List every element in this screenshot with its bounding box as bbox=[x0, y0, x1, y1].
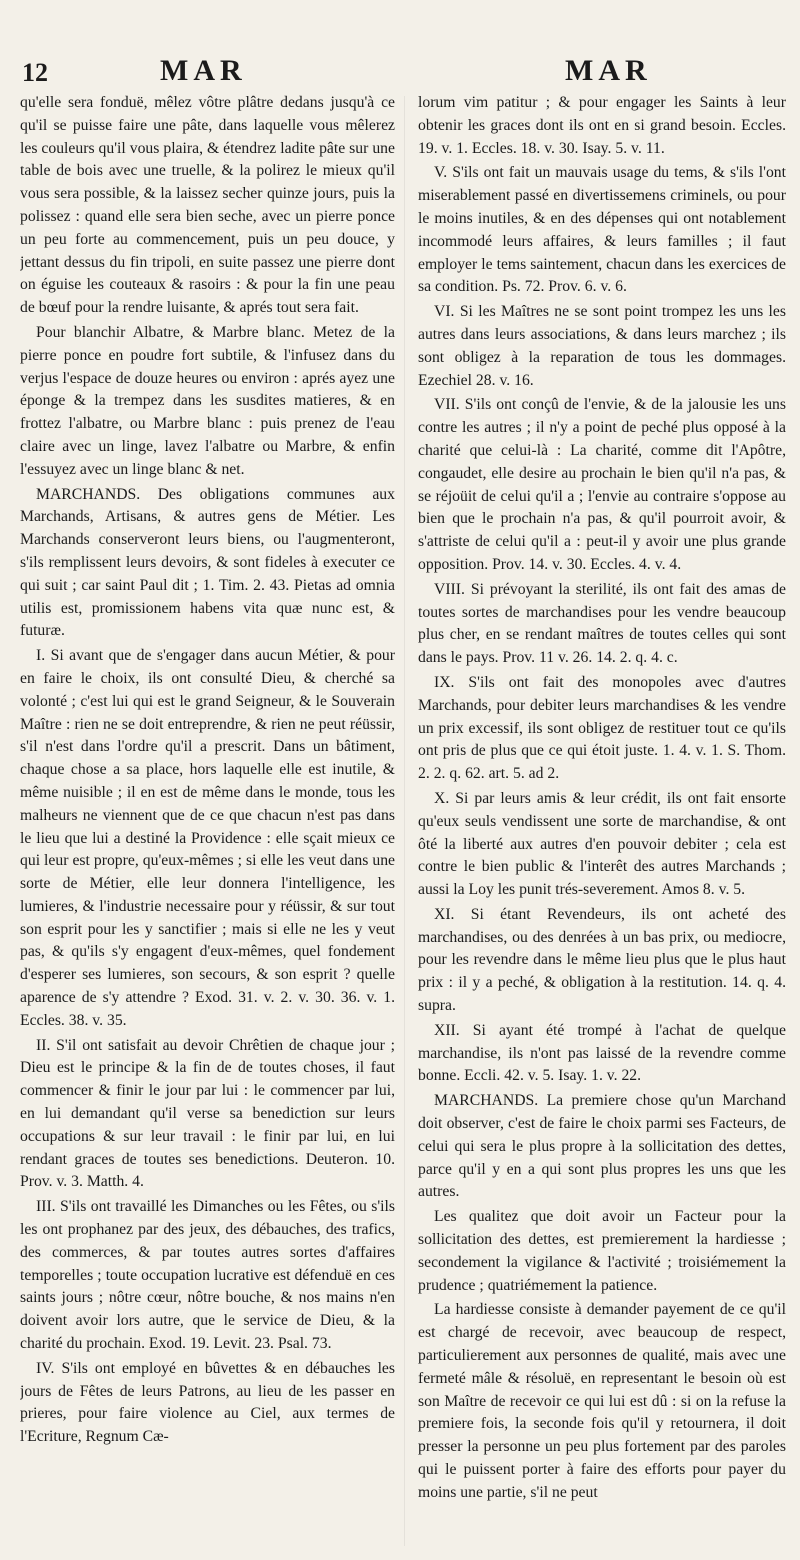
paragraph: VI. Si les Maîtres ne se sont point trompez les uns les autres dans leurs associations, & dans leurs marchez ; ils sont obligez à la reparation de tous les dommages. Ezechiel 28. v. 16. bbox=[418, 303, 786, 389]
paragraph: III. S'ils ont travaillé les Dimanches ou les Fêtes, ou s'ils les ont prophanez par des jeux, des débauches, des trafics, des commerces, & par toutes autres sortes d'affaires temporelles ; toute occupation lucrative est défenduë en ces saints jours ; nôtre cœur, nôtre bouche, & nos mains n'en doivent avoir lors autre, que le service de Dieu, & la charité du prochain. Exod. 19. Levit. 23. Psal. 73. bbox=[20, 1198, 395, 1353]
paragraph: qu'elle sera fonduë, mêlez vôtre plâtre dedans jusqu'à ce qu'il se puisse faire une pâte, dans laquelle vous mêlerez les couleurs qu'il vous plaira, & étendrez ladite pâte sur une table de bois avec une truelle, & la polirez le mieux qu'il vous sera possible, & la laissez secher quinze jours, puis la polissez : quand elle sera bien seche, avec un pierre ponce un peu forte au commencement, puis un peu douce, y jettant dessus du fin tripoli, en suite passez une pierre dont on éguise les couteaux & rasoirs : & pour la fin une peau de bœuf pour la rendre luisante, & aprés tout sera fait. bbox=[20, 94, 395, 317]
column-gutter bbox=[404, 96, 405, 1546]
paragraph: Les qualitez que doit avoir un Facteur pour la sollicitation des dettes, est premierement la hardiesse ; secondement la vigilance & l'activité ; troisiémement la prudence ; quatriémement la patience. bbox=[418, 1208, 786, 1294]
running-head-right: MAR bbox=[565, 54, 652, 87]
paragraph: XII. Si ayant été trompé à l'achat de quelque marchandise, ils n'ont pas laissé de la revendre comme bonne. Eccli. 42. v. 5. Isay. 1. v. 22. bbox=[418, 1021, 786, 1085]
paragraph: XI. Si étant Revendeurs, ils ont acheté des marchandises, ou des denrées à un bas prix, ou mediocre, pour les revendre dans le même lieu plus que le plus haut prix : il y a peché, & obligation à la restitution. 14. q. 4. supra. bbox=[418, 905, 786, 1015]
running-head-left: MAR bbox=[160, 54, 247, 87]
right-column bbox=[418, 92, 786, 1552]
paragraph: La hardiesse consiste à demander payement de ce qu'il est chargé de recevoir, avec beaucoup de respect, particulierement aux personnes de qualité, mais avec une fermeté mâle & résoluë, en representant le besoin où est son Maître de recevoir ce qui lui est dû : si on la refuse la premiere fois, la seconde fois qu'il y retournera, il doit presser la personne un peu plus fortement par des paroles qui le puissent porter à faire des efforts pour payer du moins une partie, s'il ne peut bbox=[418, 1301, 786, 1501]
paragraph: VIII. Si prévoyant la sterilité, ils ont fait des amas de toutes sortes de marchandises pour les vendre beaucoup plus cher, en se rendant maîtres de toutes celles qui sont dans le pays. Prov. 11 v. 26. 14. 2. q. 4. c. bbox=[418, 580, 786, 667]
paragraph: VII. S'ils ont conçû de l'envie, & de la jalousie les uns contre les autres ; il n'y a point de peché plus opposé à la charité que celui-là : La charité, comme dit l'Apôtre, congaudet, elle desire au prochain le bien qu'il n'a pas, & se réjoüit de celui qu'il a ; l'envie au contraire s'oppose au bien que le prochain n'a pas, & qu'il pourroit avoir, & s'attriste de celui qu'il a : peut-il y avoir une plus grande opposition. Prov. 14. v. 30. Eccles. 4. v. 4. bbox=[418, 396, 786, 573]
paragraph: II. S'il ont satisfait au devoir Chrêtien de chaque jour ; Dieu est le principe & la fin de de toutes choses, il faut commencer & finir le jour par lui : le commencer par lui, en lui demandant qu'il verse sa benediction sur leurs occupations & sur leur travail : le finir par lui, en lui rendant graces de toutes ses benedictions. Deuteron. 10. Prov. v. 3. Matth. 4. bbox=[20, 1036, 395, 1191]
paragraph: IV. S'ils ont employé en bûvettes & en débauches les jours de Fêtes de leurs Patrons, au lieu de les passer en prieres, pour faire violence au Ciel, aux termes de l'Ecriture, Regnum Cæ- bbox=[20, 1359, 395, 1446]
paragraph: Pour blanchir Albatre, & Marbre blanc. Metez de la pierre ponce en poudre fort subtile, & l'infusez dans du verjus l'espace de douze heures ou environ : aprés ayez une éponge & la trempez dans les susdites matieres, & en frottez l'albatre, ou Marbre blanc : puis prenez de l'eau claire avec un linge, lavez l'albatre ou Marbre, & enfin l'essuyez avec un linge blanc & net. bbox=[20, 323, 395, 478]
left-column bbox=[20, 92, 395, 1552]
paragraph: I. Si avant que de s'engager dans aucun Métier, & pour en faire le choix, ils ont consulté Dieu, & cherché sa volonté ; c'est lui qui est le grand Seigneur, & le Souverain Maître : rien ne se doit entreprendre, & rien ne peut réüssir, s'il n'est dans l'ordre qu'il a prescrit. Dans un bâtiment, chaque chose a sa place, hors laquelle elle est inutile, & même nuisible ; il en est de même dans le monde, tous les malheurs ne viennent que de ce que chacun n'est pas dans le lieu que lui a destiné la Providence : elle sçait mieux ce qui leur est propre, qu'eux-mêmes ; si elle les veut dans une sorte de Métier, elle leur donnera l'intelligence, les lumieres, & l'industrie necessaire pour y réüssir, & sur tout son esprit pour les y sanctifier ; mais si elle ne les y veut pas, & qu'ils s'y engagent d'eux-mêmes, quel fondement d'esperer ses lumieres, son secours, & son esprit ? quelle aparence de s'y attendre ? Exod. 31. v. 2. v. 30. 36. v. 1. Eccles. 38. v. 35. bbox=[20, 647, 395, 1029]
paragraph: IX. S'ils ont fait des monopoles avec d'autres Marchands, pour debiter leurs marchandises & les vendre un prix excessif, ils sont obligez de restituer tout ce qu'ils ont pris de plus que ce qui étoit juste. 1. 4. v. 1. S. Thom. 2. 2. q. 62. art. 5. ad 2. bbox=[418, 673, 786, 783]
paragraph: lorum vim patitur ; & pour engager les Saints à leur obtenir les graces dont ils ont en si grand besoin. Eccles. 19. v. 1. Eccles. 18. v. 30. Isay. 5. v. 11. bbox=[418, 94, 786, 157]
page-number: 12 bbox=[22, 58, 48, 87]
paragraph: MARCHANDS. Des obligations communes aux Marchands, Artisans, & autres gens de Métier. Les Marchands conserveront leurs biens, ou l'augmenteront, s'ils remplissent leurs devoirs, & sont fideles à executer ce qui suit ; car saint Paul dit ; 1. Tim. 2. 43. Pietas ad omnia utilis est, promissionem habens vita quæ nunc est, & futuræ. bbox=[20, 485, 395, 640]
paragraph: V. S'ils ont fait un mauvais usage du tems, & s'ils l'ont miserablement passé en divertissemens criminels, ou pour le moins inutiles, & en des dépenses qui ont notablement incommodé leurs affaires, & leurs familles ; il faut employer le tems saintement, chacun dans les exercices de sa condition. Ps. 72. Prov. 6. v. 6. bbox=[418, 164, 786, 296]
paragraph: X. Si par leurs amis & leur crédit, ils ont fait ensorte qu'eux seuls vendissent une sorte de marchandise, & ont ôté la liberté aux autres d'en pouvoir debiter ; cela est contre le bien public & l'interêt des autres Marchands ; aussi la Loy les punit trés-severement. Amos 8. v. 5. bbox=[418, 789, 786, 899]
paragraph: MARCHANDS. La premiere chose qu'un Marchand doit observer, c'est de faire le choix parmi ses Facteurs, de celui qui sera le plus propre à la sollicitation des dettes, parce qu'il y en a qui sont plus propres les uns que les autres. bbox=[418, 1092, 786, 1201]
